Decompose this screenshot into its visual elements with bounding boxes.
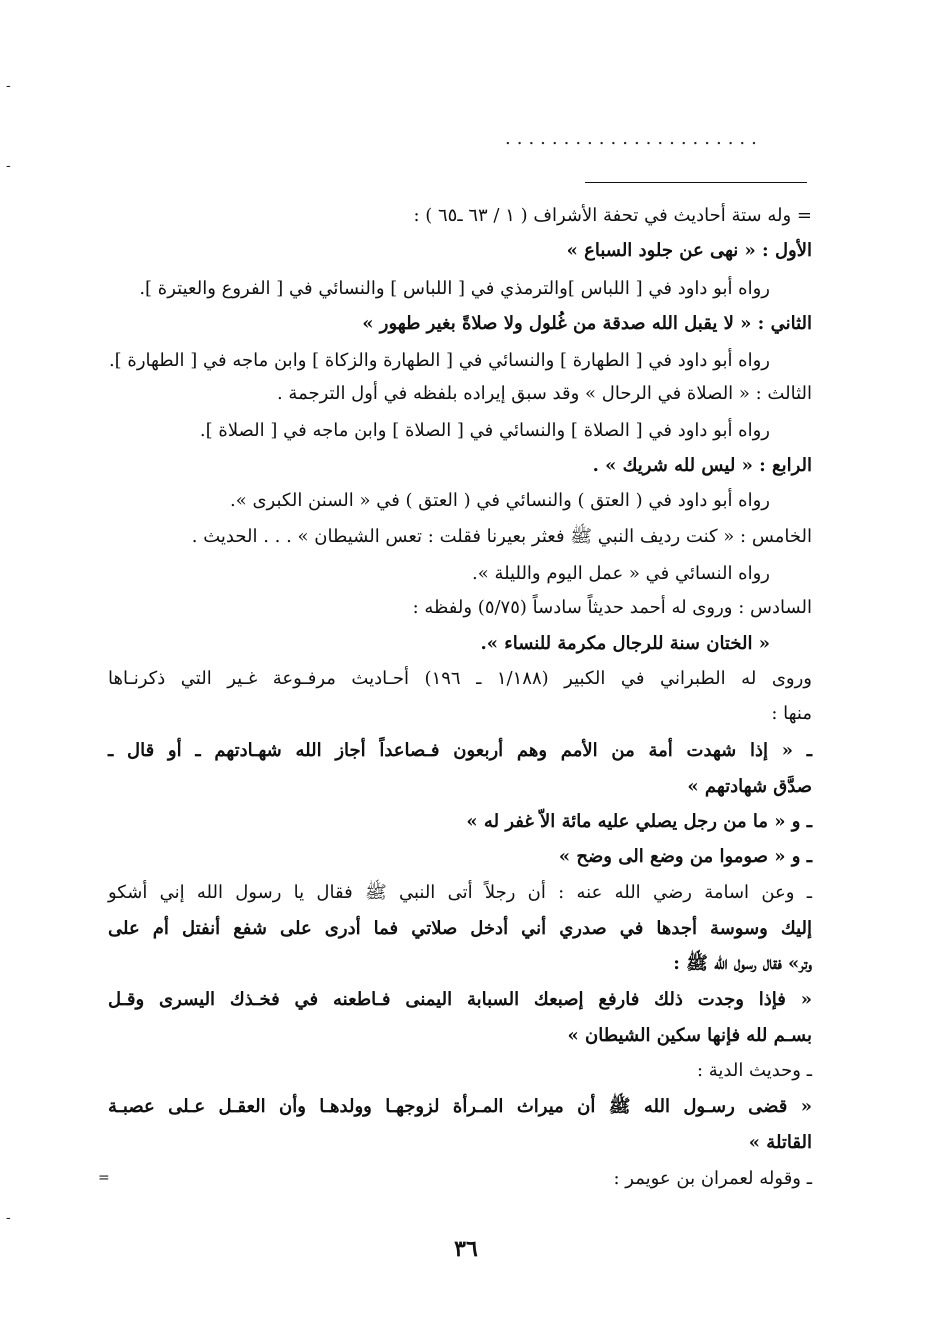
margin-mark: - — [6, 78, 11, 94]
footnote-rule — [585, 182, 807, 183]
hadith-first: الأول : « نهى عن جلود السباع » — [566, 240, 812, 261]
hadith-fasting: ـ و « صوموا من وضع الى وضح » — [558, 846, 812, 867]
hadith-finger: « فإذا وجدت ذلك فارفع إصبعك السبابة اليمنى فـاطعنه في فخـذك اليسرى وقـل — [108, 989, 812, 1010]
hadith-diya: « قضى رسـول الله ﷺ أن ميراث المـرأة لزوجهـا وولدهـا وأن العقـل عـلى عصبـة — [108, 1096, 812, 1117]
margin-mark: - — [6, 1210, 11, 1226]
hadith-second: الثاني : « لا يقبل الله صدقة من غُلول ولا صلاةً بغير طهور » — [362, 313, 812, 334]
narration-fifth: رواه النسائي في « عمل اليوم والليلة ». — [471, 563, 770, 584]
narration-third: رواه أبو داود في [ الصلاة ] والنسائي في [ الصلاة ] وابن ماجه في [ الصلاة ]. — [199, 420, 770, 441]
narration-first: رواه أبو داود في [ اللباس ]والترمذي في [ اللباس ] والنسائي في [ الفروع والعيترة ]. — [139, 278, 770, 299]
hadith-sixth: السادس : وروى له أحمد حديثاً سادساً (٥/٧٥) ولفظه : — [412, 597, 812, 618]
usama-narration-2: إليك وسوسة أجدها في صدري أني أدخل صلاتي فما أدرى على شفع أنفتل أم على — [108, 918, 812, 939]
separator-dots: ...................... — [505, 128, 763, 149]
usama-narration: ـ وعن اسامة رضي الله عنه : أن رجلاً أتى النبي ﷺ فقال يا رسول الله إني أشكو — [108, 882, 813, 903]
hadith-witness-end: صدَّق شهادتهم » — [687, 776, 812, 797]
margin-mark: - — [6, 158, 11, 174]
usama-narration-3: وتر» فقال رسول الله ﷺ : — [673, 953, 812, 974]
hadith-hundred: ـ و « ما من رجل يصلي عليه مائة الاّ غفر له » — [466, 811, 812, 832]
hadith-witness: ـ « إذا شهدت أمة من الأمم وهم أربعون فـصاعداً أجاز الله شهـادتهم ـ أو قال ـ — [108, 740, 812, 761]
footnote-intro: = وله ستة أحاديث في تحفة الأشراف ( ١ / ٦٣ ـ٦٥ ) : — [413, 205, 812, 226]
continuation-mark: = — [98, 1170, 110, 1186]
tabarani-intro-end: منها : — [771, 703, 812, 724]
tabarani-intro: وروى له الطبراني في الكبير (١/١٨٨ ـ ١٩٦) أحـاديث مرفـوعة غـير التي ذكرنـاها — [108, 668, 812, 689]
hadith-fifth: الخامس : « كنت رديف النبي ﷺ فعثر بعيرنا فقلت : تعس الشيطان » . . . الحديث . — [191, 526, 812, 547]
hadith-finger-end: بسـم لله فإنها سكين الشيطان » — [567, 1025, 812, 1046]
hadith-fourth: الرابع : « ليس لله شريك » . — [592, 455, 812, 476]
narration-second: رواه أبو داود في [ الطهارة ] والنسائي في [ الطهارة والزكاة ] وابن ماجه في [ الطهارة ]. — [108, 350, 770, 371]
page-number: ٣٦ — [454, 1236, 478, 1262]
hadith-sixth-text: « الختان سنة للرجال مكرمة للنساء ». — [480, 633, 770, 654]
hadith-diya-end: القاتلة » — [748, 1132, 812, 1153]
hadith-third: الثالث : « الصلاة في الرحال » وقد سبق إيراده بلفظه في أول الترجمة . — [276, 383, 812, 404]
imran-intro: ـ وقوله لعمران بن عويمر : — [613, 1168, 812, 1189]
narration-fourth: رواه أبو داود في ( العتق ) والنسائي في ( العتق ) في « السنن الكبرى ». — [230, 490, 770, 511]
diya-intro: ـ وحديث الدية : — [696, 1060, 812, 1081]
